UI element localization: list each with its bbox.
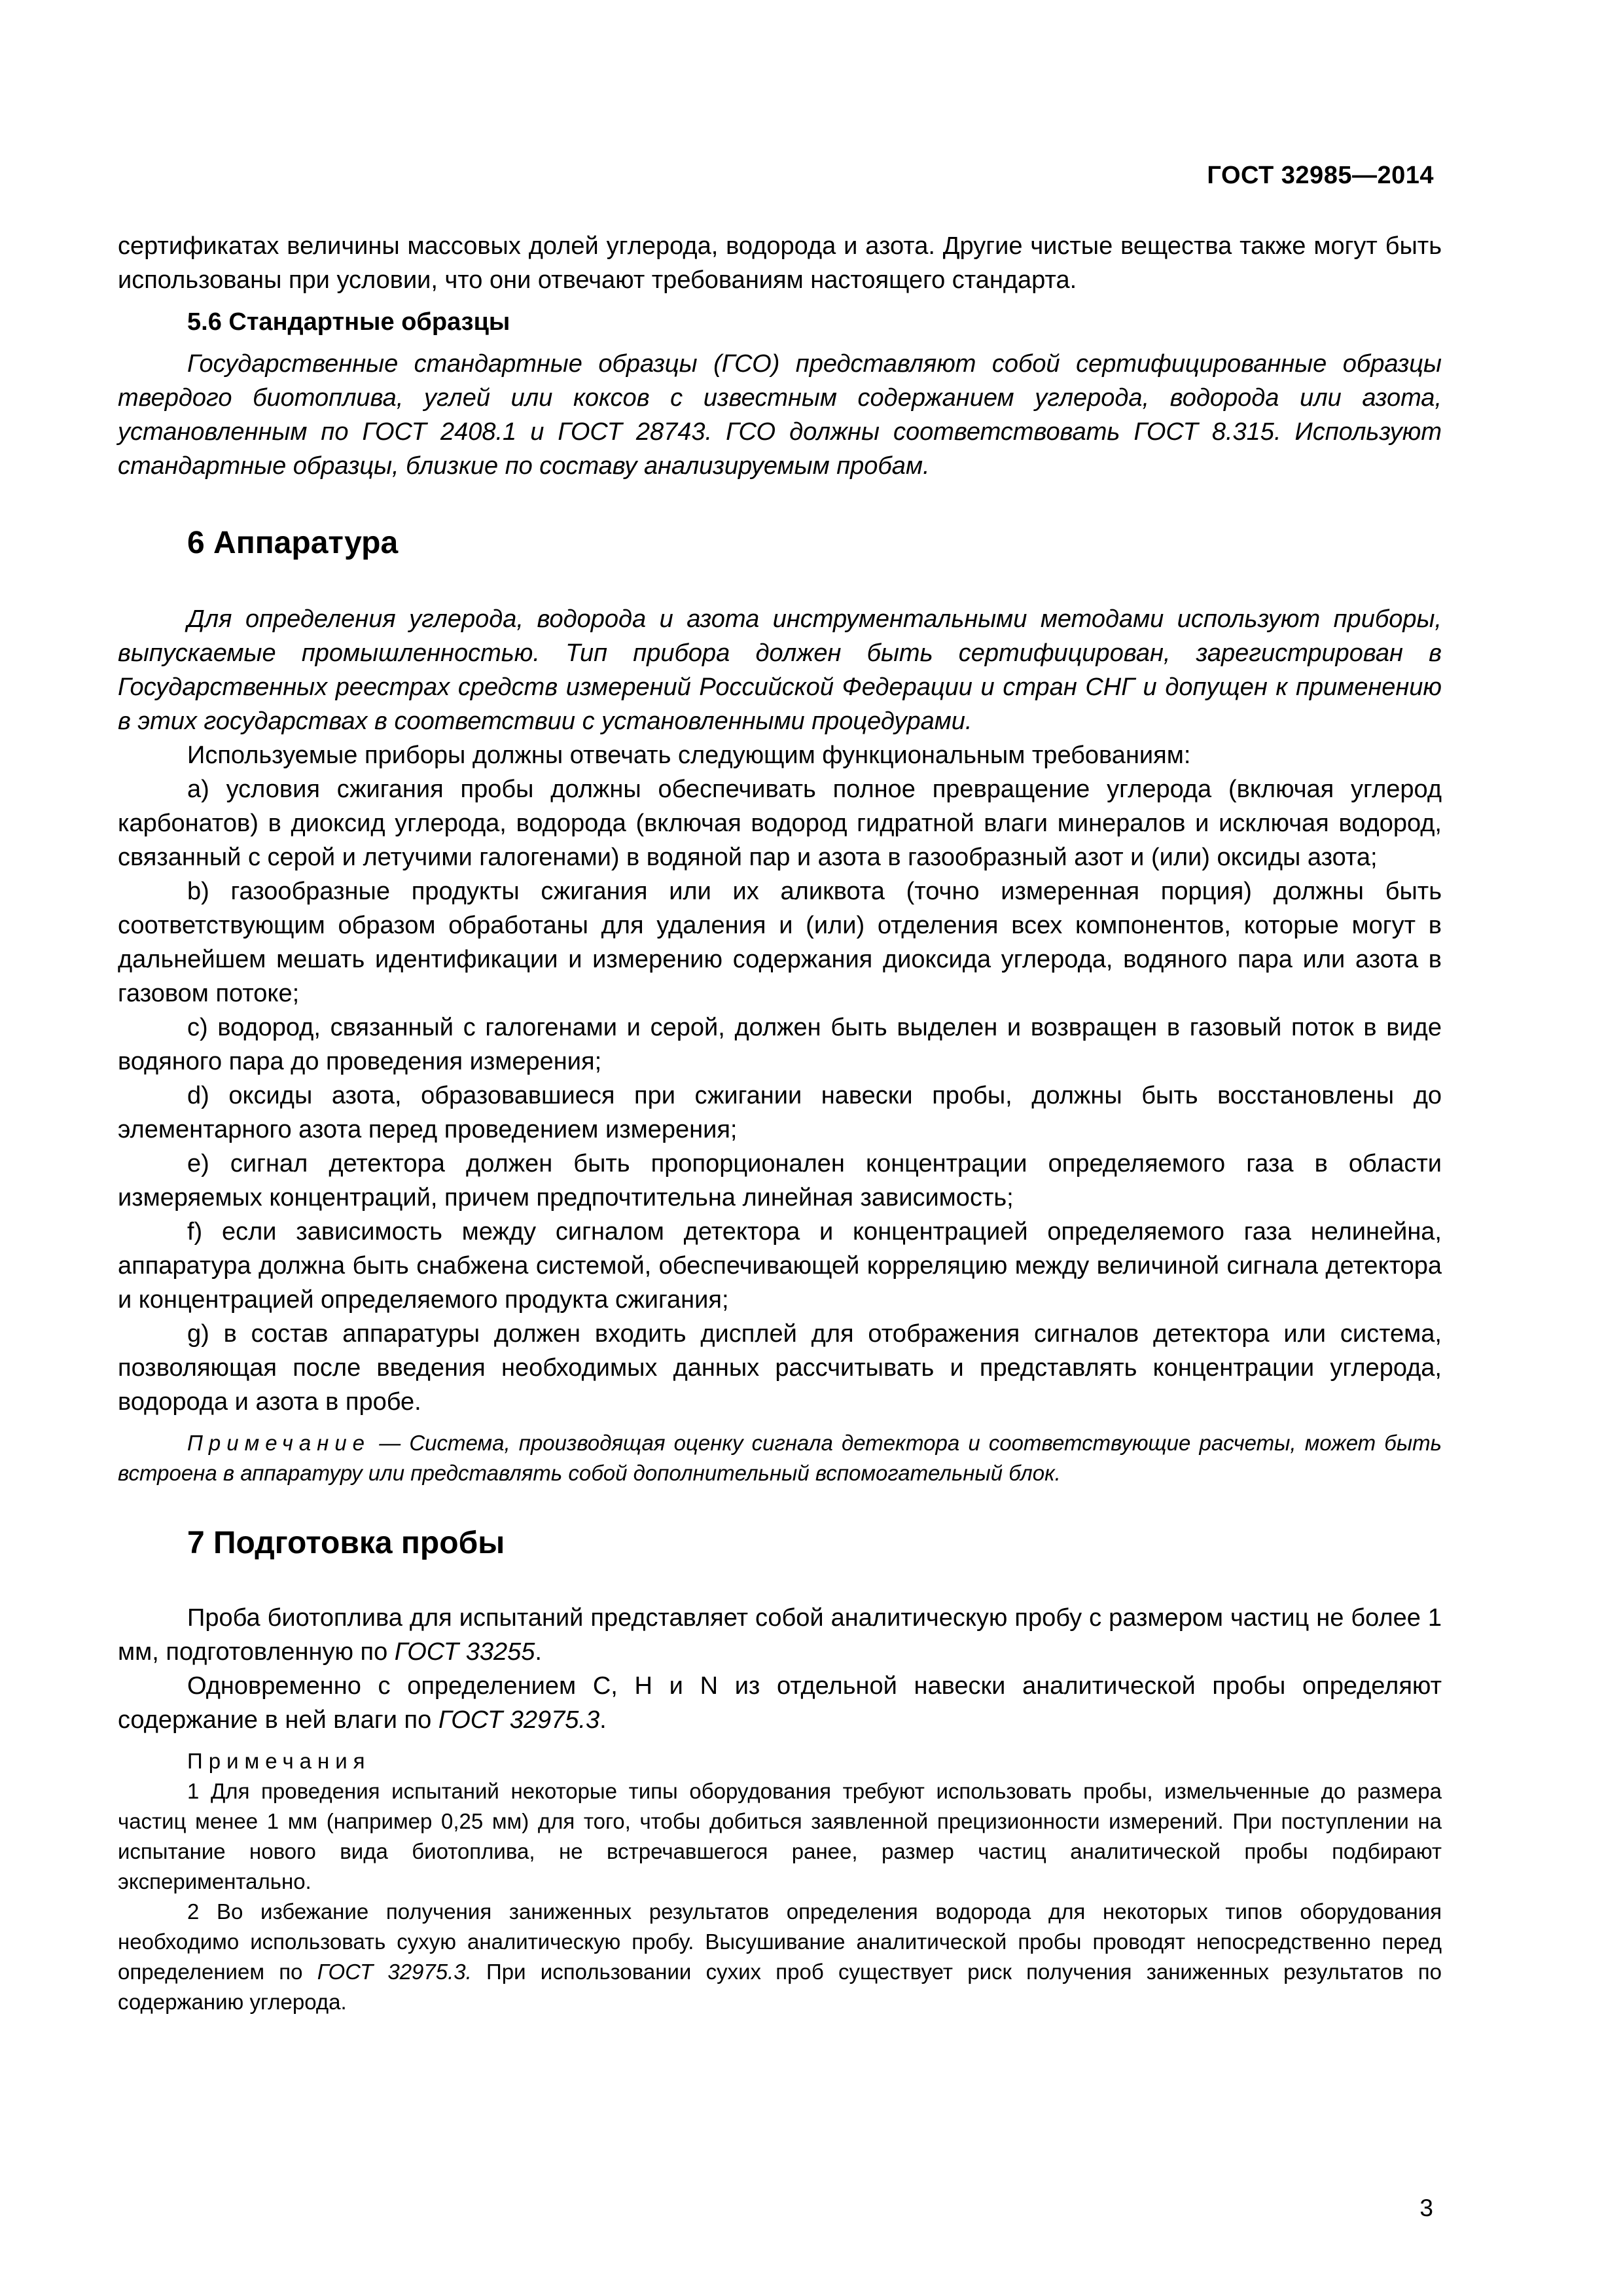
section-6-title: 6 Аппаратура <box>187 526 399 560</box>
continuation-paragraph: сертификатах величины массовых долей углерода, водорода и азота. Другие чистые вещества также могут быть использованы при условии, что они отвечают требованиям настоящего стандарта. <box>118 232 1442 294</box>
reference-gost-32975-3-note: ГОСТ 32975.3. <box>317 1960 472 1984</box>
section-7-notes <box>118 1746 1442 2017</box>
section-7-paragraph-2: Одновременно с определением С, Н и N из отдельной навески аналитической пробы определяют содержание в ней влаги по ГОСТ 32975.3. <box>118 1672 1442 1734</box>
page-content <box>118 229 1442 2017</box>
note-label: Примечание <box>187 1431 371 1455</box>
note-1: 1 Для проведения испытаний некоторые типы оборудования требуют использовать пробы, измельченные до размера частиц менее 1 мм (например 0,25 мм) для того, чтобы добиться заявленной прецизионности измерений. При поступлении на испытание нового вида биотоплива, не встречавшегося ранее, размер частиц аналитической пробы подбирают экспериментально. <box>118 1779 1442 1893</box>
requirement-item-b: b) газообразные продукты сжигания или их аликвота (точно измеренная порция) должны быть соответствующим образом обработаны для удаления и (или) отделения всех компонентов, которые могут в дальнейшем мешать идентификации и измерению содержания диоксида углерода, водяного пара или азота в газовом потоке; <box>118 878 1442 1007</box>
reference-gost-32975-3: ГОСТ 32975.3 <box>438 1706 600 1734</box>
reference-gost-33255: ГОСТ 33255 <box>394 1638 535 1666</box>
document-code: ГОСТ 32985—2014 <box>1207 162 1434 189</box>
note-2: 2 Во избежание получения заниженных результатов определения водорода для некоторых типов оборудования необходимо использовать сухую аналитическую пробу. Высушивание аналитической пробы проводят непосредственно перед определением по ГОСТ 32975.3. При использовании сухих проб существует риск получения заниженных результатов по содержанию углерода. <box>118 1899 1442 2014</box>
notes-label: Примечания <box>187 1749 371 1773</box>
section-6-lead: Используемые приборы должны отвечать следующим функциональным требованиям: <box>187 742 1191 769</box>
page-number: 3 <box>1419 2195 1433 2221</box>
section-7-title: 7 Подготовка пробы <box>187 1526 505 1560</box>
section-6-note <box>118 1428 1442 1488</box>
requirement-item-a: а) условия сжигания пробы должны обеспечивать полное превращение углерода (включая углерод карбонатов) в диоксид углерода, водорода (включая водород гидратной влаги минералов и исключая водород, связанный с серой и летучими галогенами) в водяной пар и азота в газообразный азот и (или) оксиды азота; <box>118 776 1442 871</box>
subsection-5-6-text: Государственные стандартные образцы (ГСО) представляют собой сертифицированные образцы твердого биотоплива, углей или коксов с известным содержанием углерода, водорода или азота, установленным по ГОСТ 2408.1 и ГОСТ 28743. ГСО должны соответствовать ГОСТ 8.315. Используют стандартные образцы, близкие по составу анализируемым пробам. <box>118 350 1442 480</box>
section-7-paragraph-1: Проба биотоплива для испытаний представляет собой аналитическую пробу с размером частиц не более 1 мм, подготовленную по ГОСТ 33255. <box>118 1604 1442 1666</box>
requirement-item-c: c) водород, связанный с галогенами и серой, должен быть выделен и возвращен в газовый поток в виде водяного пара до проведения измерения; <box>118 1014 1442 1075</box>
requirement-item-e: е) сигнал детектора должен быть пропорционален концентрации определяемого газа в области измеряемых концентраций, причем предпочтительна линейная зависимость; <box>118 1150 1442 1211</box>
requirement-item-d: d) оксиды азота, образовавшиеся при сжигании навески пробы, должны быть восстановлены до элементарного азота перед проведением измерения; <box>118 1082 1442 1143</box>
note-text: — Система, производящая оценку сигнала детектора и соответствующие расчеты, может быть встроена в аппаратуру или представлять собой дополнительный вспомогательный блок. <box>118 1431 1442 1485</box>
requirement-item-f: f) если зависимость между сигналом детектора и концентрацией определяемого газа нелинейна, аппаратура должна быть снабжена системой, обеспечивающей корреляцию между величиной сигнала детектора и концентрацией определяемого продукта сжигания; <box>118 1218 1442 1314</box>
requirement-item-g: g) в состав аппаратуры должен входить дисплей для отображения сигналов детектора или система, позволяющая после введения необходимых данных рассчитывать и представлять концентрации углерода, водорода и азота в пробе. <box>118 1320 1442 1416</box>
section-6-intro: Для определения углерода, водорода и азота инструментальными методами используют приборы, выпускаемые промышленностью. Тип прибора должен быть сертифицирован, зарегистрирован в Государственных реестрах средств измерений Российской Федерации и стран СНГ и допущен к применению в этих государствах в соответствии с установленными процедурами. <box>118 605 1442 735</box>
subsection-5-6-title: 5.6 Стандартные образцы <box>187 308 510 336</box>
